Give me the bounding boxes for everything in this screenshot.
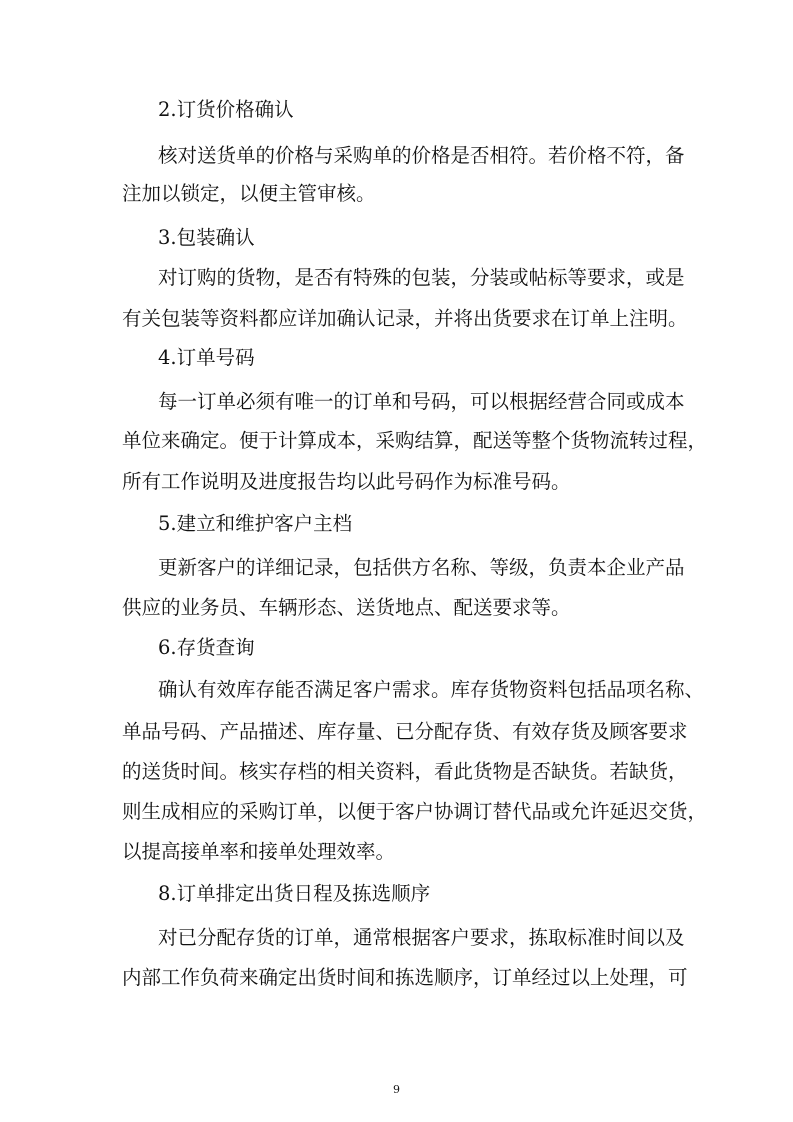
paragraph-line: 对订购的货物，是否有特殊的包装，分装或帖标等要求，或是 bbox=[158, 266, 685, 289]
paragraph-line: 的送货时间。核实存档的相关资料，看此货物是否缺货。若缺货， bbox=[122, 760, 688, 783]
paragraph-line: 单品号码、产品描述、库存量、已分配存货、有效存货及顾客要求 bbox=[122, 720, 688, 743]
page-number: 9 bbox=[393, 1083, 400, 1096]
paragraph-line: 则生成相应的采购订单，以便于客户协调订替代品或允许延迟交货， bbox=[122, 800, 708, 823]
paragraph-line: 对已分配存货的订单，通常根据客户要求，拣取标准时间以及 bbox=[158, 926, 685, 949]
paragraph-line: 内部工作负荷来确定出货时间和拣选顺序，订单经过以上处理，可 bbox=[122, 966, 688, 989]
paragraph-line: 单位来确定。便于计算成本，采购结算，配送等整个货物流转过程， bbox=[122, 429, 708, 452]
paragraph-line: 核对送货单的价格与采购单的价格是否相符。若价格不符，备 bbox=[158, 144, 685, 167]
paragraph-line: 供应的业务员、车辆形态、送货地点、配送要求等。 bbox=[122, 596, 571, 619]
paragraph-line: 确认有效库存能否满足客户需求。库存货物资料包括品项名称、 bbox=[158, 678, 705, 701]
section-heading: 3.包装确认 bbox=[158, 226, 255, 249]
paragraph-line: 以提高接单率和接单处理效率。 bbox=[122, 840, 396, 863]
section-heading: 5.建立和维护客户主档 bbox=[158, 512, 353, 535]
section-heading: 2.订货价格确认 bbox=[158, 98, 294, 121]
section-heading: 6.存货查询 bbox=[158, 636, 255, 659]
paragraph-line: 有关包装等资料都应详加确认记录，并将出货要求在订单上注明。 bbox=[122, 307, 688, 330]
section-heading: 4.订单号码 bbox=[158, 346, 255, 369]
section-heading: 8.订单排定出货日程及拣选顺序 bbox=[158, 882, 431, 905]
paragraph-line: 注加以锁定，以便主管审核。 bbox=[122, 182, 376, 205]
paragraph-line: 所有工作说明及进度报告均以此号码作为标准号码。 bbox=[122, 470, 571, 493]
paragraph-line: 更新客户的详细记录，包括供方名称、等级，负责本企业产品 bbox=[158, 556, 685, 579]
paragraph-line: 每一订单必须有唯一的订单和号码，可以根据经营合同或成本 bbox=[158, 390, 685, 413]
